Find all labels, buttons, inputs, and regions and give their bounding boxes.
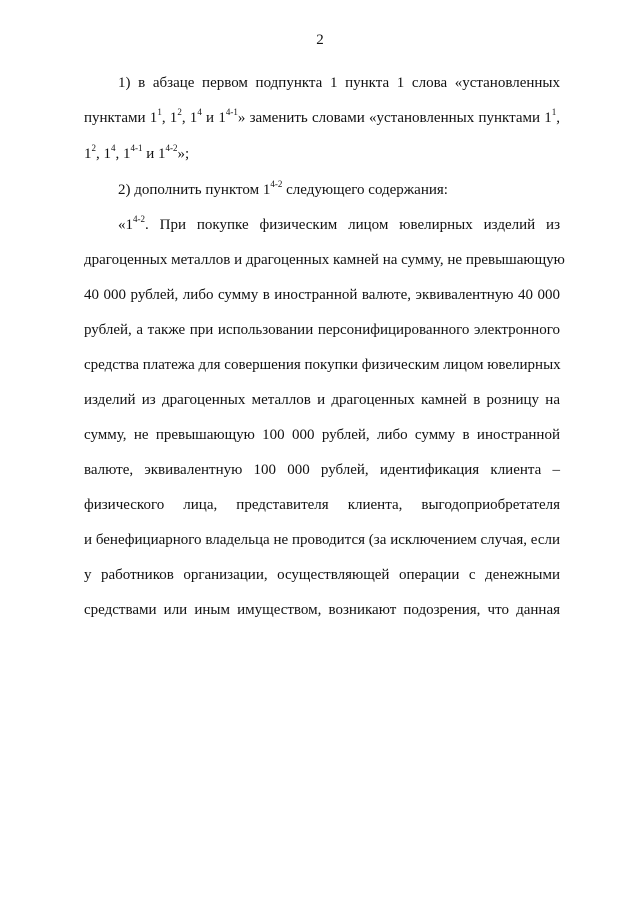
text-segment: . При покупке физическим лицом ювелирных изделий из: [145, 217, 560, 233]
superscript: 4: [197, 107, 202, 117]
text-segment: следующего содержания:: [282, 182, 448, 198]
superscript: 2: [177, 107, 182, 117]
superscript: 1: [157, 107, 162, 117]
superscript: 4: [111, 143, 116, 153]
quote-line: драгоценных металлов и драгоценных камней на сумму, не превышающую: [84, 252, 565, 268]
superscript: 4-1: [225, 107, 238, 117]
text-segment: 1: [84, 146, 92, 162]
text-segment: , 1: [181, 110, 198, 126]
quote-line: у работников организации, осуществляющей операции с денежными: [84, 567, 560, 583]
superscript: 2: [91, 143, 96, 153]
quote-line: средствами или иным имуществом, возникают подозрения, что данная: [84, 602, 560, 618]
superscript: 4-2: [165, 143, 178, 153]
item2-line1: [118, 181, 560, 199]
text-segment: , 1: [115, 146, 131, 162]
text-segment: »;: [177, 146, 190, 162]
superscript: 1: [551, 107, 557, 117]
quote-line: и бенефициарного владельца не проводится (за исключением случая, если: [84, 532, 560, 548]
text-segment: и 1: [201, 110, 226, 126]
text-segment: , 1: [96, 146, 111, 162]
superscript: 4-1: [130, 143, 143, 153]
item1-line2: [84, 109, 560, 127]
superscript: 4-2: [133, 214, 145, 224]
page-number: 2: [316, 32, 324, 48]
text-segment: ,: [556, 110, 561, 126]
quote-line: валюте, эквивалентную 100 000 рублей, идентификация клиента –: [84, 462, 560, 478]
text-segment: » заменить словами «установленных пунктами 1: [237, 110, 552, 126]
quote-line1: [118, 216, 560, 234]
quote-line: средства платежа для совершения покупки физическим лицом ювелирных: [84, 357, 561, 373]
text-segment: , 1: [161, 110, 178, 126]
text-segment: и 1: [142, 146, 166, 162]
superscript: 4-2: [270, 179, 283, 189]
quote-line: сумму, не превышающую 100 000 рублей, либо сумму в иностранной: [84, 427, 560, 443]
text-segment: пунктами 1: [84, 110, 158, 126]
quote-line: изделий из драгоценных металлов и драгоценных камней в розницу на: [84, 392, 560, 408]
quote-line: физического лица, представителя клиента, выгодоприобретателя: [84, 497, 560, 513]
item1-line1: 1) в абзаце первом подпункта 1 пункта 1 слова «установленных: [118, 75, 560, 91]
text-segment: 2) дополнить пунктом 1: [118, 182, 271, 198]
quote-line: 40 000 рублей, либо сумму в иностранной валюте, эквивалентную 40 000: [84, 287, 560, 303]
text-segment: «1: [118, 217, 133, 233]
quote-line: рублей, а также при использовании персонифицированного электронного: [84, 322, 560, 338]
item1-line3: [84, 145, 560, 163]
